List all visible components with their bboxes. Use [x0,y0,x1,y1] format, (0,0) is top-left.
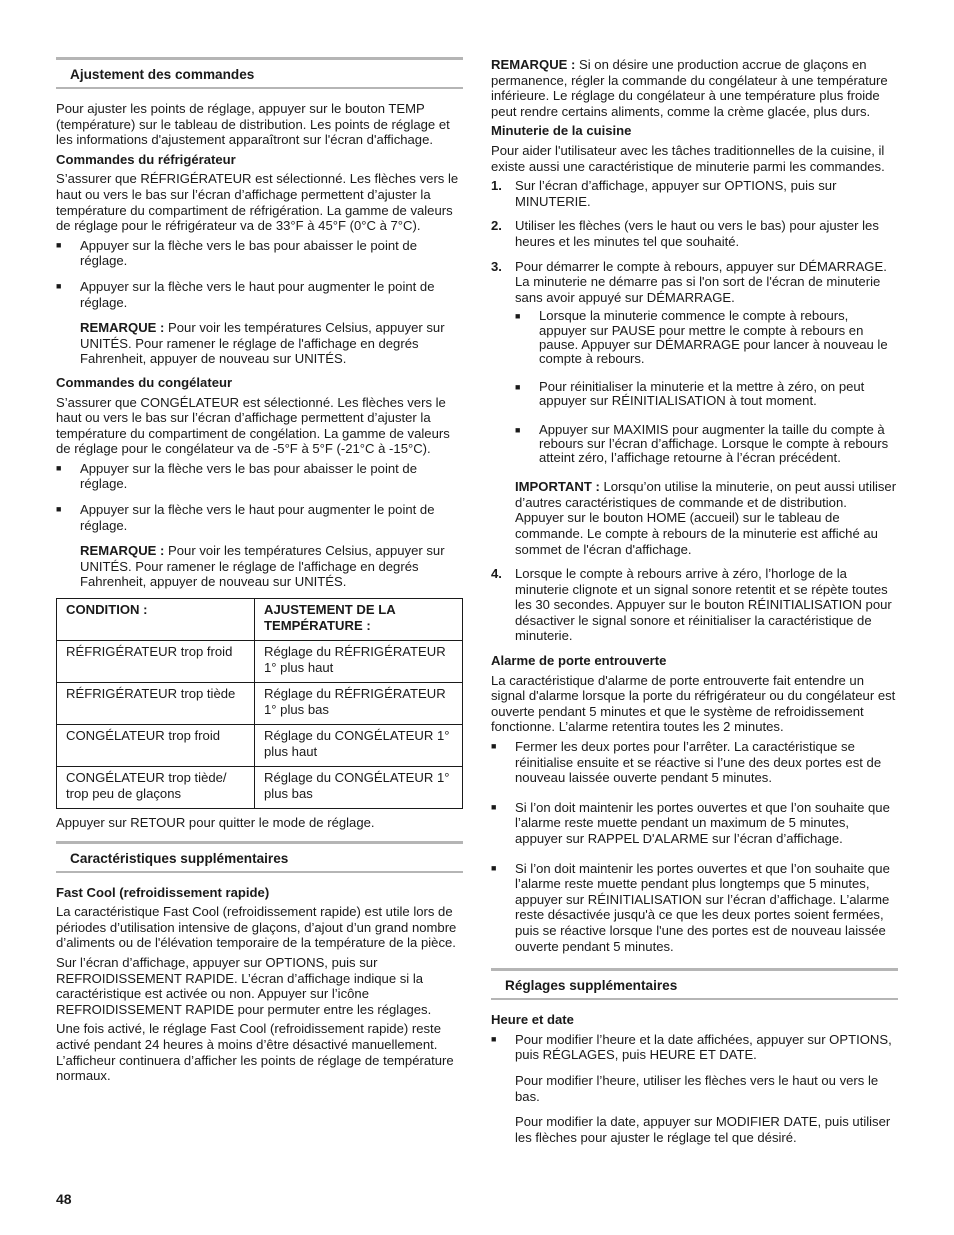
bullet-square-icon: ■ [56,280,62,291]
bullet-square-icon: ■ [491,741,497,752]
table-cell: CONGÉLATEUR trop froid [57,725,255,767]
fridge-note [80,320,463,367]
table-row [57,767,463,809]
section-title-reglages: Réglages supplémentaires [491,968,898,1000]
bullet-square-icon: ■ [515,311,521,322]
freezer-controls-text: S’assurer que CONGÉLATEUR est sélectionné. Les flèches vers le haut ou vers le bas sur l’écran d’affichage permettent d’ajuster la température du compartiment de congélation. La gamme de valeurs de réglage pour le congélateur va de -5°F à 5°F (-21°C à -15°C). [56,394,450,457]
ice-note [491,57,898,119]
ice-note-label: REMARQUE : [491,57,576,72]
list-item [491,566,898,648]
fridge-bullet-down: Appuyer sur la flèche vers le bas pour abaisser le point de réglage. [80,237,417,269]
left-column [56,57,463,1088]
list-item [491,1032,898,1063]
table-row [57,641,463,683]
door-alarm-intro: La caractéristique d'alarme de porte entrouverte fait entendre un signal d'alarme lorsque la porte du réfrigérateur ou du congélateur est ouverte pendant 5 minutes et que le système de refroidissement fonctionne. L’alarme retentira toutes les 2 minutes. [491,672,896,735]
bullet-square-icon: ■ [515,424,521,435]
timer-intro: Pour aider l'utilisateur avec les tâches traditionnelles de la cuisine, il existe aussi une caractéristique de minuterie parmi les commandes. [491,142,885,174]
bullet-square-icon: ■ [56,239,62,250]
section-title-ajustement: Ajustement des commandes [56,57,463,89]
important-label: IMPORTANT : [515,479,600,495]
return-instruction: Appuyer sur RETOUR pour quitter le mode de réglage. [56,815,375,831]
time-bullet: Pour modifier l’heure et la date affichées, appuyer sur OPTIONS, puis RÉGLAGES, puis HEURE ET DATE. [515,1031,892,1063]
table-cell: RÉFRIGÉRATEUR trop froid [57,641,255,683]
list-item [491,259,898,562]
bullet-square-icon: ■ [491,801,497,812]
fridge-controls-heading: Commandes du réfrigérateur [56,151,236,167]
fridge-controls-text: S’assurer que RÉFRIGÉRATEUR est sélectionné. Les flèches vers le haut ou vers le bas sur l’écran d’affichage permettent d’ajuster la température du compartiment de réfrigération. La gamme de valeurs de réglage pour le réfrigérateur va de 33°F à 45°F (0°C à 7°C). [56,171,459,234]
list-item [491,178,898,213]
section-title-caracteristiques: Caractéristiques supplémentaires [56,841,463,873]
list-item [491,739,898,786]
freezer-note [80,543,463,590]
table-cell: Réglage du RÉFRIGÉRATEUR 1° plus haut [255,641,463,683]
list-item [56,279,463,310]
important-note [515,479,898,557]
table-row [57,683,463,725]
fastcool-heading: Fast Cool (refroidissement rapide) [56,884,270,900]
fridge-bullet-up: Appuyer sur la flèche vers le haut pour augmenter le point de réglage. [80,278,435,310]
ice-note-text: Si on désire une production accrue de glaçons en permanence, régler la commande du congélateur à une température inférieure. Le réglage du congélateur à une température plus froide peut rendre certains aliments, comme la crème glacée, plus durs. [491,57,888,119]
list-item [491,861,898,955]
bullet-square-icon: ■ [515,382,521,393]
step-text: Lorsque le compte à rebours arrive à zéro, l’horloge de la minuterie clignote et un signal sonore retentit et se répète toutes les 30 secondes. Appuyer sur le bouton RÉINITIALISATION pour désactiver le signal sonore et réinitialiser la caractéristique de minuterie. [515,566,892,644]
freezer-note-label: REMARQUE : [80,543,165,559]
freezer-bullet-up: Appuyer sur la flèche vers le haut pour augmenter le point de réglage. [80,502,435,533]
fridge-note-text: Pour voir les températures Celsius, appuyer sur UNITÉS. Pour ramener le réglage de l'affichage en degrés Fahrenheit, appuyer de nouveau sur UNITÉS. [80,320,445,367]
adjust-intro: Pour ajuster les points de réglage, appuyer sur le bouton TEMP (température) sur le tableau de distribution. Les points de réglage et les informations d'ajustement apparaîtront sur l'écran d'affichage. [56,101,450,148]
table-cell: Réglage du RÉFRIGÉRATEUR 1° plus bas [255,683,463,725]
step-number: 1. [491,178,502,194]
list-item [515,380,898,412]
door-bullet-close: Fermer les deux portes pour l’arrêter. La caractéristique se réinitialise ensuite et se réactive si l’une des deux portes est de nouveau laissée ouverte pendant 5 minutes. [515,739,882,786]
step-number: 4. [491,566,502,582]
bullet-square-icon: ■ [491,1033,497,1044]
fastcool-para-2: Sur l’écran d’affichage, appuyer sur OPTIONS, puis sur REFROIDISSEMENT RAPIDE. L’écran d’affichage indique si la caractéristique est activée ou non. Appuyer sur l’icône REFROIDISSEMENT RAPIDE pour permuter entre les réglages. [56,955,432,1017]
timer-bullet-maximis: Appuyer sur MAXIMIS pour augmenter la taille du compte à rebours sur l’écran d’affichage. Lorsque le compte à rebours atteint zéro, l’affichage retourne à l’écran précédent. [539,421,889,465]
list-item [56,238,463,269]
table-row [57,725,463,767]
timer-bullet-reset: Pour réinitialiser la minuterie et la mettre à zéro, on peut appuyer sur RÉINITIALISATION à tout moment. [539,379,865,409]
adjustment-table [56,598,463,809]
freezer-note-text: Pour voir les températures Celsius, appuyer sur UNITÉS. Pour ramener le réglage de l'affichage en degrés Fahrenheit, appuyer de nouveau sur UNITÉS. [80,543,445,590]
table-cell: Réglage du CONGÉLATEUR 1° plus bas [255,767,463,809]
right-column [491,57,898,1149]
table-cell: Réglage du CONGÉLATEUR 1° plus haut [255,725,463,767]
step-number: 2. [491,218,502,234]
door-bullet-mute: Si l’on doit maintenir les portes ouvertes et que l’on souhaite que l’alarme reste muette pendant un maximum de 5 minutes, appuyer sur RAPPEL D'ALARME sur l’écran d’affichage. [515,799,890,847]
table-header-condition: CONDITION : [57,599,255,641]
time-date-heading: Heure et date [491,1012,574,1028]
step-text: Utiliser les flèches (vers le haut ou vers le bas) pour ajuster les heures et les minutes tel que souhaité. [515,218,879,249]
fastcool-para-1: La caractéristique Fast Cool (refroidissement rapide) est utile lors de périodes d’utilisation intensive de glaçons, d’ajout d’un grand nombre d’aliments ou de l'élévation temporaire de la température de la pièce. [56,904,457,951]
table-cell: CONGÉLATEUR trop tiède/ trop peu de glaçons [57,767,255,809]
list-item [515,423,898,470]
freezer-bullet-down: Appuyer sur la flèche vers le bas pour abaisser le point de réglage. [80,460,417,492]
door-bullet-reset: Si l’on doit maintenir les portes ouvertes et que l’on souhaite que l’alarme reste muette pendant plus longtemps que 5 minutes, appuyer sur RÉINITIALISATION sur l’écran d’affichage. L’alarme reste désactivée jusqu'à ce que les deux portes soient fermées, puis se réactive lorsque l'une des portes est de nouveau laissée ouverte pendant 5 minutes. [515,860,890,954]
table-header-adjustment: AJUSTEMENT DE LA TEMPÉRATURE : [255,599,463,641]
list-item [491,800,898,847]
door-alarm-heading: Alarme de porte entrouverte [491,653,667,669]
table-header-row [57,599,463,641]
bullet-square-icon: ■ [56,504,62,515]
fastcool-para-3: Une fois activé, le réglage Fast Cool (refroidissement rapide) reste activé pendant 24 heures à moins d’être désactivé manuellement. L’afficheur continuera d’afficher les points de réglage de température normaux. [56,1021,454,1084]
important-text: Lorsqu’on utilise la minuterie, on peut aussi utiliser d’autres caractéristiques de commande et de distribution. Appuyer sur le bouton HOME (accueil) sur le tableau de commande. Le compte à rebours de la minuterie est affiché au sommet de l'écran d'affichage. [515,479,897,557]
list-item [515,309,898,370]
bullet-square-icon: ■ [56,462,62,473]
time-para-2: Pour modifier la date, appuyer sur MODIFIER DATE, puis utiliser les flèches pour ajuster le réglage tel que désiré. [515,1114,891,1145]
step-text: Pour démarrer le compte à rebours, appuyer sur DÉMARRAGE. La minuterie ne démarre pas si l'on sort de l'écran de minuterie sans avoir appuyé sur DÉMARRAGE. [515,258,887,305]
page-number: 48 [56,1191,72,1207]
step-number: 3. [491,258,502,274]
timer-heading: Minuterie de la cuisine [491,123,632,139]
list-item [56,502,463,533]
fridge-note-label: REMARQUE : [80,320,165,336]
list-item [56,461,463,492]
table-cell: RÉFRIGÉRATEUR trop tiède [57,683,255,725]
list-item [491,218,898,253]
bullet-square-icon: ■ [491,862,497,873]
timer-bullet-pause: Lorsque la minuterie commence le compte à rebours, appuyer sur PAUSE pour mettre le compte à rebours en pause. Appuyer sur DÉMARRAGE pour lancer à nouveau le compte à rebours. [539,308,888,366]
step-text: Sur l’écran d’affichage, appuyer sur OPTIONS, puis sur MINUTERIE. [515,178,837,209]
freezer-controls-heading: Commandes du congélateur [56,374,233,390]
time-para-1: Pour modifier l’heure, utiliser les flèches vers le haut ou vers le bas. [515,1072,879,1104]
